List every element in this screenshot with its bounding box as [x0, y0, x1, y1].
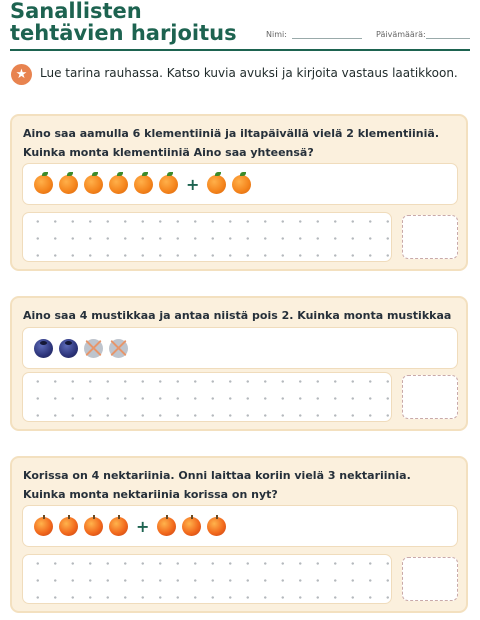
picture-area	[22, 505, 458, 547]
clementine-icon	[159, 175, 178, 194]
crossed-blueberry-icon	[109, 339, 128, 358]
problem-card-1	[10, 114, 468, 271]
nectarine-icon	[84, 517, 103, 536]
clementine-icon	[84, 175, 103, 194]
blueberry-icon	[59, 339, 78, 358]
instruction-text: Lue tarina rauhassa. Katso kuvia avuksi ja kirjoita vastaus laatikkoon.	[40, 66, 458, 80]
name-field[interactable]	[292, 38, 362, 39]
clementine-icon	[34, 175, 53, 194]
plus-sign: +	[136, 516, 150, 536]
answer-box[interactable]	[402, 557, 458, 601]
nectarine-icon	[157, 517, 176, 536]
work-area[interactable]	[22, 372, 392, 422]
star-icon: ★	[11, 64, 32, 85]
question-text: Korissa on 4 nektariinia. Onni laittaa koriin vielä 3 nektariinia. Kuinka monta nektariinia korissa on nyt?	[23, 469, 411, 501]
clementine-icon	[232, 175, 251, 194]
crossed-blueberry-icon	[84, 339, 103, 358]
nectarine-icon	[182, 517, 201, 536]
question-text: Aino saa 4 mustikkaa ja antaa niistä pois 2. Kuinka monta mustikkaa	[23, 309, 452, 322]
problem-card-2	[10, 296, 468, 431]
page-title: Sanallisten tehtävien harjoitus	[10, 0, 237, 45]
nectarine-icon	[207, 517, 226, 536]
picture-area	[22, 327, 458, 369]
problem-card-3	[10, 456, 468, 613]
work-area[interactable]	[22, 554, 392, 604]
clementine-icon	[59, 175, 78, 194]
work-area[interactable]	[22, 212, 392, 262]
plus-sign: +	[186, 174, 200, 194]
nectarine-icon	[59, 517, 78, 536]
answer-box[interactable]	[402, 375, 458, 419]
date-label: Päivämäärä:	[376, 30, 426, 39]
header-divider	[10, 49, 470, 51]
date-field[interactable]	[426, 38, 470, 39]
clementine-icon	[134, 175, 153, 194]
answer-box[interactable]	[402, 215, 458, 259]
blueberry-icon	[34, 339, 53, 358]
nectarine-icon	[109, 517, 128, 536]
clementine-icon	[109, 175, 128, 194]
clementine-icon	[207, 175, 226, 194]
name-label: Nimi:	[266, 30, 287, 39]
nectarine-icon	[34, 517, 53, 536]
picture-area	[22, 163, 458, 205]
question-text: Aino saa aamulla 6 klementiiniä ja iltapäivällä vielä 2 klementiiniä. Kuinka monta klementiiniä Aino saa yhteensä?	[23, 127, 440, 159]
